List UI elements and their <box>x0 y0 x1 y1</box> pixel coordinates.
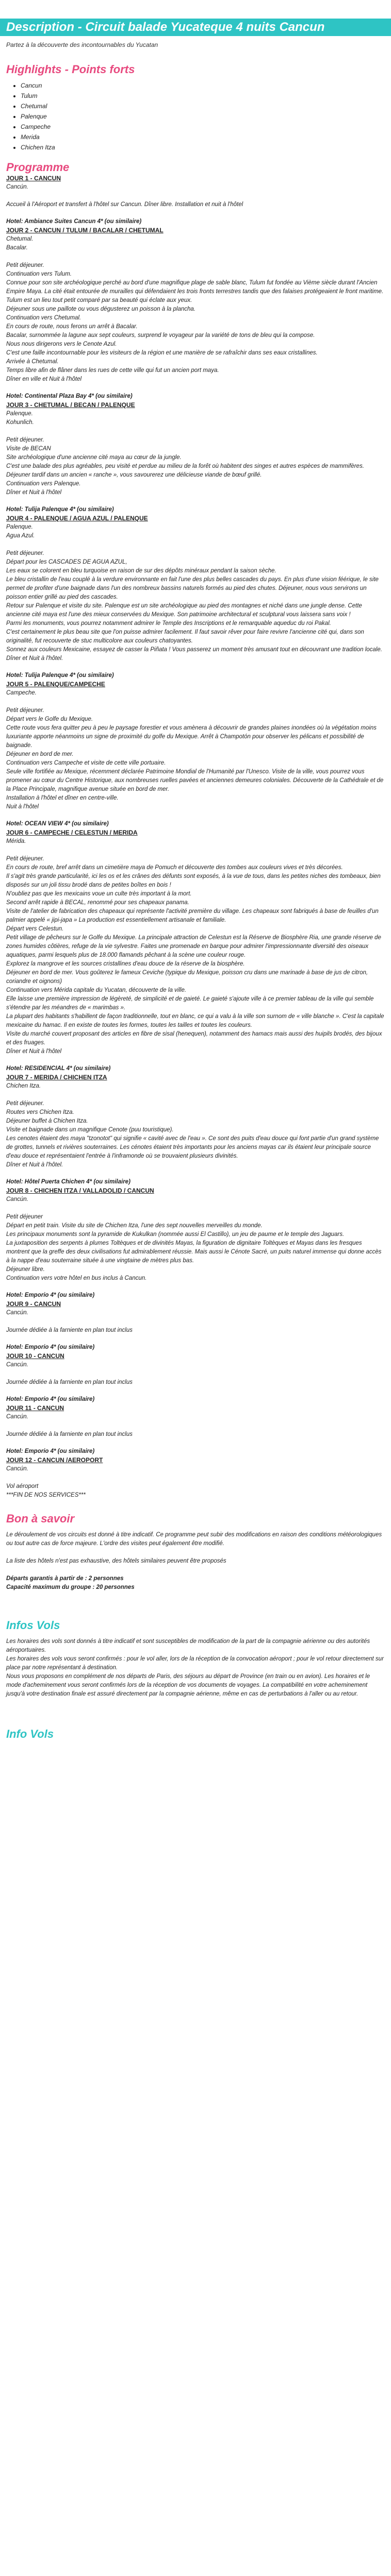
day-paragraph: Elle laisse une première impression de légèreté, de simplicité et de gaieté. Le gaieté s'ajoute ville à ce premier tableau de la ville qui semble s'étendre par les méandres de « marimbas ». <box>6 996 374 1011</box>
day-section <box>6 680 385 828</box>
intro-text: Partez à la découverte des incontournables du Yucatan <box>6 41 158 48</box>
info-vols-text: Les horaires des vols vous seront confirmés : pour le vol aller, lors de la réception de la convocation aéroport ; pour le vol retour directement sur place par notre représentant à destination. <box>6 1656 384 1671</box>
day-paragraph: Installation à l'hôtel et dîner en centre-ville. <box>6 795 119 801</box>
day-paragraph: Départ vers Celestun. <box>6 926 64 932</box>
highlights-heading: Highlights - Points forts <box>6 63 135 76</box>
day-title: JOUR 11 - CANCUN <box>6 1404 64 1412</box>
info-vols-section <box>6 1619 385 1699</box>
day-title: JOUR 6 - CAMPECHE / CELESTUN / MERIDA <box>6 829 138 836</box>
info-vols-text: Nous vous proposons en complément de nos départs de Paris, des séjours au départ de Province (en train ou en avion). Les horaires et le mode d'acheminement vous seront confirmés lors de la réception de vos documents de voyages. La compatibilité en votre acheminement jusqu'à votre destination finale est assuré directement par la compagnie aérienne, même en cas de perturbations à l'aller ou au retour. <box>6 1673 370 1697</box>
day-paragraph: Déjeuner en bord de mer. <box>6 751 74 757</box>
day-section <box>6 828 385 1073</box>
day-hotel: Hotel: Ambiance Suites Cancun 4* (ou similaire) <box>6 218 142 225</box>
day-paragraph: Continuation vers votre hôtel en bus inclus à Cancun. <box>6 1275 147 1281</box>
day-hotel: Hotel: Emporio 4* (ou similaire) <box>6 1292 95 1298</box>
day-paragraph: Dîner et Nuit à l'hôtel <box>6 489 62 496</box>
highlight-item: • Tulum <box>21 91 391 101</box>
page-title: Description - Circuit balade Yucateque 4 nuits Cancun <box>6 20 325 34</box>
info-vols-section-2 <box>6 1727 385 1741</box>
day-paragraph: Explorez la mangrove et les sources cristallines d'eau douce de la réserve de la biosphère. <box>6 961 245 967</box>
day-paragraph: Seule ville fortifiée au Mexique, récemment déclarée Patrimoine Mondial de l'Humanité par l'Unesco. Visite de la ville, vous pourrez vous promener au cœur du Centre Historique, aux nombreuses ruelles pavées et anciennes demeures coloniales. Découverte de la Cathédrale et de la Place Principale, magnifique avenue située en bord de mer. <box>6 769 384 792</box>
day-place: Mérida. <box>6 838 26 844</box>
day-paragraph: Petit déjeuner. <box>6 550 44 556</box>
day-paragraph: Nuit à l'hôtel <box>6 804 39 810</box>
day-paragraph: En cours de route, bref arrêt dans un cimetière maya de Pomuch et découverte des tombes aux couleurs vives et très décorées. <box>6 865 343 871</box>
day-hotel: Hotel: Tulija Palenque 4* (ou similaire) <box>6 672 114 679</box>
day-section <box>6 174 385 226</box>
programme-heading: Programme <box>6 161 70 174</box>
day-paragraph: Petit déjeuner. <box>6 437 44 443</box>
day-paragraph: La plupart des habitants s'habillent de façon traditionnelle, tout en blanc, ce qui a valu à la ville son surnom de « ville blanche ». C'est la capitale mexicaine du hamac. Il en existe de toutes les formes, toutes les tailles et toutes les couleurs. <box>6 1013 384 1028</box>
day-paragraph: Continuation vers Mérida capitale du Yucatan, découverte de la ville. <box>6 987 187 993</box>
day-section <box>6 401 385 514</box>
day-paragraph: C'est une faille incontournable pour les visiteurs de la région et une manière de se rafraîchir dans ses eaux cristallines. <box>6 350 318 356</box>
day-title: JOUR 4 - PALENQUE / AGUA AZUL / PALENQUE <box>6 515 148 522</box>
day-section <box>6 1073 385 1187</box>
day-paragraph: Visite et baignade dans un magnifique Cenote (puu touristique). <box>6 1127 174 1133</box>
day-paragraph: Retour sur Palenque et visite du site. Palenque est un site archéologique au pied des montagnes et niché dans une jungle dense. Cette ancienne cité maya est l'une des mieux conservées du Mexique. Son patrimoine architectural et sculptural vous laissera sans voix ! <box>6 603 362 618</box>
day-place: Cancún. <box>6 1414 28 1420</box>
day-hotel: Hotel: Emporio 4* (ou similaire) <box>6 1448 95 1454</box>
day-paragraph: Accueil à l'Aéroport et transfert à l'hôtel sur Cancun. Dîner libre. Installation et nuit à l'hôtel <box>6 201 243 208</box>
bon-a-savoir-departs: Départs garantis à partir de : 2 personnes <box>6 1575 124 1582</box>
day-section <box>6 226 385 401</box>
day-place: Cancún. <box>6 1310 28 1316</box>
day-paragraph: Visite de BECAN <box>6 446 51 452</box>
day-place-secondary: Kohunlich. <box>6 419 34 426</box>
day-paragraph: C'est une balade des plus agréables, peu visité et perdue au milieu de la forêt où habitent des singes et autres espèces de mammifères. <box>6 463 364 469</box>
day-paragraph: Déjeuner en bord de mer. Vous goûterez le fameux Ceviche (typique du Mexique, poisson cru dans une marinade à base de jus de citron, coriandre et oignons) <box>6 970 368 985</box>
day-paragraph: C'est certainement le plus beau site que l'on puisse admirer facilement. Il faut savoir rêver pour faire revivre l'ancienne cité qui, dans son originalité, fut recouverte de stuc multicolore aux couleurs chatoyantes. <box>6 629 364 644</box>
day-section <box>6 514 385 680</box>
day-place: Campeche. <box>6 690 37 696</box>
day-title: JOUR 1 - CANCUN <box>6 175 61 182</box>
day-paragraph: Connue pour son site archéologique perché au bord d'une magnifique plage de sable blanc, Tulum fut fondée au Vième siècle durant l'Ancien Empire Maya. La cité était entourée de murailles qui défendaient les trois fronts terrestres tandis que des falaises protégeaient le front maritime. Tulum est un lieu tout petit comparé par sa beauté qui éclate aux yeux. <box>6 280 384 303</box>
day-paragraph: En cours de route, nous ferons un arrêt à Bacalar. <box>6 324 138 330</box>
day-title: JOUR 7 - MERIDA / CHICHEN ITZA <box>6 1074 107 1081</box>
day-place: Cancún. <box>6 1362 28 1368</box>
day-paragraph: Petit déjeuner. <box>6 262 44 268</box>
day-paragraph: Continuation vers Tulum. <box>6 271 72 277</box>
day-paragraph: Petit déjeuner. <box>6 1100 44 1107</box>
day-section <box>6 1456 385 1500</box>
day-section <box>6 1404 385 1456</box>
day-section <box>6 1300 385 1352</box>
day-paragraph: Journée dédiée à la farniente en plan tout inclus <box>6 1327 133 1333</box>
info-vols-text: Les horaires des vols sont donnés à titre indicatif et sont susceptibles de modification de la part de la compagnie aérienne ou des autorités aéroportuaires. <box>6 1638 370 1653</box>
day-paragraph: Déjeuner buffet à Chichen Itza. <box>6 1118 88 1124</box>
day-hotel: Hotel: Emporio 4* (ou similaire) <box>6 1396 95 1402</box>
day-paragraph: Journée dédiée à la farniente en plan tout inclus <box>6 1379 133 1385</box>
highlight-item: • Palenque <box>21 111 391 122</box>
day-paragraph: Cette route vous fera quitter peu à peu le paysage forestier et vous amènera à découvrir de grandes plaines inondées où la végétation moins luxuriante apporte néanmoins un signe de proximité du golfe du Mexique. Arrêt à Champotón pour observer les pélicans et possibilité de baignade. <box>6 725 377 749</box>
info-vols-heading: Infos Vols <box>6 1619 60 1632</box>
day-title: JOUR 5 - PALENQUE/CAMPECHE <box>6 681 105 688</box>
day-title: JOUR 2 - CANCUN / TULUM / BACALAR / CHETUMAL <box>6 227 164 234</box>
day-paragraph: Arrivée à Chetumal. <box>6 359 59 365</box>
info-vols-heading-2: Info Vols <box>6 1727 54 1740</box>
day-hotel: Hotel: RESIDENCIAL 4* (ou similaire) <box>6 1065 111 1072</box>
day-paragraph: Les eaux se colorent en bleu turquoise en raison de sur des dépôts minéraux pendant la saison sèche. <box>6 568 276 574</box>
highlight-item: • Campeche <box>21 122 391 132</box>
day-paragraph: Visite du marché couvert proposant des articles en fibre de sisal (henequen), notamment des hamacs mais aussi des huipils brodés, des bijoux et des fruages. <box>6 1031 382 1046</box>
day-paragraph: N'oubliez pas que les mexicains voue un culte très important à la mort. <box>6 891 192 897</box>
day-paragraph: Nous nous dirigerons vers le Cenote Azul. <box>6 341 117 347</box>
day-title: JOUR 12 - CANCUN /AEROPORT <box>6 1456 103 1464</box>
day-paragraph: Second arrêt rapide à BECAL, renommé pour ses chapeaux panama. <box>6 900 189 906</box>
day-hotel: Hotel: Continental Plaza Bay 4* (ou similaire) <box>6 393 133 399</box>
day-title: JOUR 8 - CHICHEN ITZA / VALLADOLID / CANCUN <box>6 1187 154 1194</box>
day-paragraph: Continuation vers Palenque. <box>6 481 81 487</box>
day-paragraph: Les principaux monuments sont la pyramide de Kukulkan (nommée aussi El Castillo), un jeu de paume et le temple des Jaguars. <box>6 1231 345 1238</box>
highlight-item: • Chichen Itza <box>21 142 391 152</box>
day-paragraph: Sonnez aux couleurs Mexicaine, essayez de casser la Piñata ! Vous passerez un moment très amusant tout en découvrant une tradition locale. <box>6 647 382 653</box>
day-place: Cancún. <box>6 1466 28 1472</box>
day-place: Chetumal. <box>6 236 34 242</box>
day-paragraph: Bacalar, surnommée la lagune aux sept couleurs, surprend le voyageur par la variété de tons de bleu qui la compose. <box>6 332 315 338</box>
day-hotel: Hotel: Hôtel Puerta Chichen 4* (ou similaire) <box>6 1179 131 1185</box>
day-paragraph: Départ pour les CASCADES DE AGUA AZUL, <box>6 559 127 565</box>
highlight-item: • Cancun <box>21 80 391 91</box>
day-paragraph: Site archéologique d'une ancienne cité maya au cœur de la jungle. <box>6 454 182 461</box>
bon-a-savoir-heading: Bon à savoir <box>6 1512 75 1525</box>
day-section <box>6 1352 385 1404</box>
highlight-item: • Chetumal <box>21 101 391 111</box>
day-place: Cancún. <box>6 1196 28 1202</box>
day-place-secondary: Bacalar. <box>6 245 28 251</box>
day-paragraph: Départ vers le Golfe du Mexique. <box>6 716 93 722</box>
day-paragraph: Petit déjeuner. <box>6 856 44 862</box>
day-place: Cancún. <box>6 184 28 190</box>
day-paragraph: Petit déjeuner <box>6 1214 43 1220</box>
day-paragraph: Déjeuner tardif dans un ancien « ranche », vous savourerez une délicieuse viande de bœuf grillé. <box>6 472 262 478</box>
bon-a-savoir-text: La liste des hôtels n'est pas exhaustive, des hôtels similaires peuvent être proposés <box>6 1558 226 1564</box>
day-paragraph: Continuation vers Chetumal. <box>6 315 82 321</box>
day-paragraph: Départ en petit train. Visite du site de Chichen Itza, l'une des sept nouvelles merveilles du monde. <box>6 1223 263 1229</box>
day-hotel: Hotel: OCEAN VIEW 4* (ou similaire) <box>6 821 109 827</box>
bon-a-savoir-text: Le déroulement de vos circuits est donné à titre indicatif. Ce programme peut subir des modifications en raison des conditions météorologiques ou tout autre cas de force majeure. L'ordre des visites peut également être modifié. <box>6 1532 382 1547</box>
programme-days <box>0 174 391 1500</box>
day-title: JOUR 9 - CANCUN <box>6 1300 61 1308</box>
day-place: Chichen Itza. <box>6 1083 41 1089</box>
day-section <box>6 1187 385 1300</box>
day-paragraph: Continuation vers Campeche et visite de cette ville portuaire. <box>6 760 166 766</box>
day-paragraph: Dîner et Nuit à l'hôtel. <box>6 655 63 662</box>
day-paragraph: Routes vers Chichen Itza. <box>6 1109 74 1115</box>
day-hotel: Hotel: Emporio 4* (ou similaire) <box>6 1344 95 1350</box>
day-paragraph: Visite de l'atelier de fabrication des chapeaux qui représente l'activité première du village. Les chapeaux sont fabriqués à base de feuilles d'un palmier appelé « jipi-japa » La production est essentiellement artisanale et familiale. <box>6 908 379 923</box>
day-paragraph: Temps libre afin de flâner dans les rues de cette ville qui fut un ancien port maya. <box>6 367 219 374</box>
bon-a-savoir-section <box>6 1512 385 1592</box>
day-title: JOUR 3 - CHETUMAL / BECAN / PALENQUE <box>6 401 135 409</box>
day-paragraph: Déjeuner sous une paillote ou vous dégusterez un poisson à la plancha. <box>6 306 196 312</box>
day-hotel: Hotel: Tulija Palenque 4* (ou similaire) <box>6 506 114 513</box>
day-paragraph: Dîner en ville et Nuit à l'hôtel <box>6 376 82 382</box>
day-paragraph: Il s'agit très grande particularité, ici les os et les crânes des défunts sont exposés, à la vue de tous, dans les petites niches des tombeaux, bien disposés sur un joli tissu brodé dans de petites boîtes en bois ! <box>6 873 381 888</box>
highlight-item: • Merida <box>21 132 391 142</box>
day-paragraph: Journée dédiée à la farniente en plan tout inclus <box>6 1431 133 1437</box>
day-paragraph: La juxtaposition des serpents à plumes Toltèques et de divinités Mayas, la figuration de dignitaire Toltèques et Mayas dans les fresques montrent que la greffe des deux civilisations fut admirablement réussie. Mais aussi le Cénote Sacré, un puits naturel immense qui donne accès à la nappe d'eau souterraine située à une vingtaine de mètres plus bas. <box>6 1240 382 1264</box>
day-paragraph: Petit village de pêcheurs sur le Golfe du Mexique. La principale attraction de Celestun est la Réserve de Biosphère Ria, une grande réserve de zones humides côtières, refuge de la vie sylvestre. Faites une promenade en barque pour admirer l'impressionnante diversité des oiseaux aquatiques, parmi lesquels plus de 18.000 flamands pêchant à la scène une couleur rouge. <box>6 935 381 958</box>
day-place: Palenque. <box>6 524 33 530</box>
highlights-list <box>21 80 391 152</box>
day-paragraph: Petit déjeuner. <box>6 707 44 714</box>
day-paragraph: Dîner et Nuit à l'hôtel <box>6 1048 62 1055</box>
day-paragraph: Les cenotes étaient des maya "tzonotot" qui signifie « cavité avec de l'eau ». Ce sont des puits d'eau douce qui font partie d'un grand système de grottes, tunnels et rivières souterraines. Les cénotes étaient très importants pour les anciens mayas car ils étaient leur principale source d'eau douce et représentaient l'entrée à l'inframonde où se trouvaient plusieurs divinités. <box>6 1136 379 1159</box>
day-place: Palenque. <box>6 411 33 417</box>
day-paragraph: Déjeuner libre. <box>6 1266 45 1273</box>
day-paragraph: ***FIN DE NOS SERVICES*** <box>6 1492 86 1498</box>
day-place-secondary: Agua Azul. <box>6 533 35 539</box>
day-paragraph: Dîner et Nuit à l'hôtel. <box>6 1162 63 1168</box>
day-title: JOUR 10 - CANCUN <box>6 1352 64 1360</box>
day-paragraph: Vol aéroport <box>6 1483 39 1489</box>
title-banner <box>0 19 391 36</box>
day-paragraph: Le bleu cristallin de l'eau couplé à la verdure environnante en fait l'une des plus belles cascades du pays. En plus d'une vision féérique, le site permet de profiter d'une baignade dans l'un des nombreux bassins naturels formés au pied des chutes. Déjeuner, nous vous servirons un poisson entier grillé au pied des cascades. <box>6 577 379 600</box>
day-paragraph: Parmi les monuments, vous pourrez notamment admirer le Temple des Inscriptions et le remarquable aqueduc du roi Pakal. <box>6 620 331 626</box>
bon-a-savoir-capacity: Capacité maximum du groupe : 20 personnes <box>6 1584 135 1590</box>
